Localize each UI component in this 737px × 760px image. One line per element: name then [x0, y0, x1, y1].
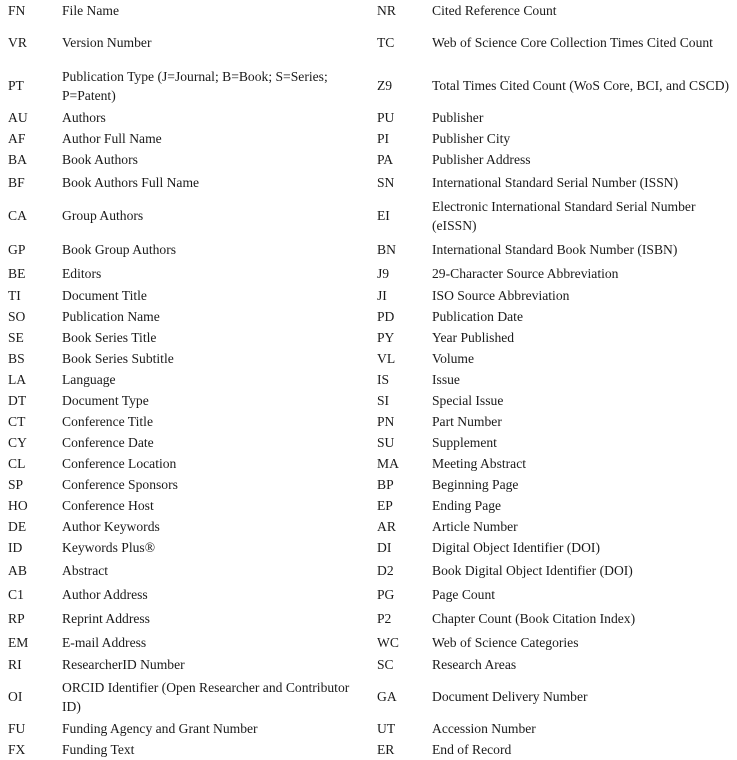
- field-tag-code: ER: [377, 742, 395, 757]
- field-tag-description: Document Delivery Number: [432, 689, 588, 704]
- table-row: [0, 675, 737, 718]
- field-tag-code: PA: [377, 152, 394, 167]
- field-tag-code: PN: [377, 414, 395, 429]
- field-tag-code: SC: [377, 657, 394, 672]
- field-tag-description: Digital Object Identifier (DOI): [432, 540, 600, 555]
- table-row: [0, 64, 737, 107]
- field-tag-code: AR: [377, 519, 396, 534]
- field-tag-description: ISO Source Abbreviation: [432, 288, 570, 303]
- field-tag-description: Web of Science Core Collection Times Cited Count: [432, 35, 713, 50]
- field-tag-code: CA: [8, 208, 27, 223]
- field-tag-description: Conference Sponsors: [62, 477, 178, 492]
- field-tag-code: BF: [8, 174, 25, 190]
- field-tag-description: Beginning Page: [432, 477, 519, 492]
- field-tag-code: RI: [8, 657, 22, 672]
- field-tag-description: Ending Page: [432, 498, 502, 513]
- field-tag-code: AF: [8, 131, 26, 146]
- field-tag-code: EM: [8, 634, 29, 650]
- field-tag-code: IS: [377, 372, 390, 387]
- field-tag-description: Publication Name: [62, 309, 160, 324]
- field-tag-code: C1: [8, 586, 24, 602]
- field-tag-description: Document Title: [62, 288, 147, 303]
- table-row: [0, 432, 737, 453]
- table-row: [0, 107, 737, 128]
- table-row: [0, 739, 737, 760]
- field-tag-code: P2: [377, 610, 392, 626]
- table-row: [0, 411, 737, 432]
- field-tag-description: Book Authors Full Name: [62, 174, 200, 190]
- field-tag-description: Document Type: [62, 393, 149, 408]
- field-tag-code: SN: [377, 174, 395, 190]
- field-tag-code: CT: [8, 414, 26, 429]
- field-tag-code: DT: [8, 393, 27, 408]
- field-tag-description: Funding Text: [62, 742, 135, 757]
- field-tag-description: Volume: [432, 351, 475, 366]
- field-tag-code: LA: [8, 372, 27, 387]
- field-tag-description: Version Number: [62, 35, 152, 50]
- table-row: [0, 149, 737, 170]
- field-tag-code: VR: [8, 35, 27, 50]
- field-tag-description: Publisher City: [432, 131, 511, 146]
- field-tag-code: TI: [8, 288, 21, 303]
- field-tag-code: AB: [8, 562, 27, 578]
- table-row: [0, 348, 737, 369]
- field-tag-description: Part Number: [432, 414, 502, 429]
- table-row: [0, 495, 737, 516]
- field-tag-description: Meeting Abstract: [432, 456, 527, 471]
- field-tag-code: WC: [377, 634, 399, 650]
- field-tag-description: Publication Type (J=Journal; B=Book; S=Series; P=Patent): [62, 68, 328, 103]
- field-tag-description: International Standard Serial Number (ISSN): [432, 174, 679, 190]
- table-row: [0, 516, 737, 537]
- field-tag-code: RP: [8, 610, 25, 626]
- field-tag-description: Total Times Cited Count (WoS Core, BCI, and CSCD): [432, 78, 730, 93]
- field-tag-description: Author Address: [62, 586, 148, 602]
- field-tag-description: Issue: [432, 372, 460, 387]
- field-tag-code: SO: [8, 309, 26, 324]
- field-tag-code: D2: [377, 562, 394, 578]
- field-tag-code: Z9: [377, 78, 393, 93]
- table-row: [0, 0, 737, 21]
- field-tag-code: BE: [8, 265, 26, 281]
- field-tag-code: CL: [8, 456, 26, 471]
- field-tag-code: UT: [377, 721, 396, 736]
- field-tag-code: PD: [377, 309, 395, 324]
- table-row: [0, 718, 737, 739]
- table-row: [0, 582, 737, 606]
- field-tag-code: AU: [8, 110, 28, 125]
- field-tag-code: GP: [8, 241, 26, 257]
- field-tag-description: Funding Agency and Grant Number: [62, 721, 258, 736]
- field-tag-code: SU: [377, 435, 395, 450]
- field-tag-description: Chapter Count (Book Citation Index): [432, 610, 636, 626]
- field-tag-code: VL: [377, 351, 396, 366]
- field-tag-code: BA: [8, 152, 27, 167]
- field-tag-description: Language: [62, 372, 116, 387]
- field-tag-code: FN: [8, 3, 26, 18]
- field-tag-description: Author Keywords: [62, 519, 160, 534]
- field-tag-description: Year Published: [432, 330, 515, 345]
- table-row: [0, 369, 737, 390]
- field-tag-description: Book Authors: [62, 152, 138, 167]
- field-tag-description: Authors: [62, 110, 106, 125]
- field-tag-description: Special Issue: [432, 393, 504, 408]
- table-row: [0, 537, 737, 558]
- field-tag-description: Cited Reference Count: [432, 3, 557, 18]
- field-tag-code: PY: [377, 330, 395, 345]
- table-row: [0, 474, 737, 495]
- table-row: [0, 606, 737, 630]
- field-tag-code: SI: [377, 393, 390, 408]
- field-tag-description: Abstract: [62, 562, 109, 578]
- field-tag-code: J9: [377, 265, 390, 281]
- field-tag-description: File Name: [62, 3, 120, 18]
- field-tag-code: JI: [377, 288, 387, 303]
- field-tag-description: Electronic International Standard Serial Number (eISSN): [432, 198, 696, 233]
- field-tag-code: EI: [377, 208, 390, 223]
- field-tag-code: MA: [377, 456, 399, 471]
- field-tag-code: FX: [8, 742, 26, 757]
- table-row: [0, 170, 737, 194]
- field-tag-description: Reprint Address: [62, 610, 150, 626]
- field-tag-code: DE: [8, 519, 27, 534]
- field-tag-code: PU: [377, 110, 395, 125]
- field-tag-description: Conference Title: [62, 414, 153, 429]
- field-tag-description: Editors: [62, 265, 102, 281]
- field-tag-description: ORCID Identifier (Open Researcher and Contributor ID): [62, 679, 350, 714]
- table-row: [0, 654, 737, 675]
- field-tag-description: Publisher: [432, 110, 484, 125]
- field-tag-description: Page Count: [432, 586, 496, 602]
- field-tag-code: PI: [377, 131, 390, 146]
- table-row: [0, 237, 737, 261]
- table-row: [0, 630, 737, 654]
- field-tag-code: NR: [377, 3, 396, 18]
- field-tag-description: ResearcherID Number: [62, 657, 185, 672]
- field-tag-description: Web of Science Categories: [432, 634, 579, 650]
- field-tag-description: Book Group Authors: [62, 241, 177, 257]
- field-tag-code: BS: [8, 351, 25, 366]
- table-row: [0, 21, 737, 64]
- table-row: [0, 390, 737, 411]
- field-tag-description: Accession Number: [432, 721, 536, 736]
- field-tag-code: PT: [8, 78, 24, 93]
- field-tag-description: Publication Date: [432, 309, 523, 324]
- field-tag-description: Conference Date: [62, 435, 154, 450]
- field-tag-description: Group Authors: [62, 208, 144, 223]
- field-tag-description: Conference Location: [62, 456, 177, 471]
- field-tag-description: Book Digital Object Identifier (DOI): [432, 562, 633, 578]
- table-row: [0, 453, 737, 474]
- table-row: [0, 194, 737, 237]
- table-row: [0, 558, 737, 582]
- field-tag-description: E-mail Address: [62, 634, 147, 650]
- field-tag-code: SE: [8, 330, 24, 345]
- field-tag-description: Research Areas: [432, 657, 517, 672]
- field-tag-code: DI: [377, 540, 392, 555]
- table-row: [0, 261, 737, 285]
- field-tag-code: SP: [8, 477, 24, 492]
- field-tag-description: Author Full Name: [62, 131, 162, 146]
- field-tag-description: Article Number: [432, 519, 518, 534]
- field-tag-code: CY: [8, 435, 27, 450]
- field-tag-code: EP: [377, 498, 393, 513]
- table-row: [0, 327, 737, 348]
- field-tag-description: Publisher Address: [432, 152, 531, 167]
- field-tag-code: FU: [8, 721, 26, 736]
- field-tag-description: Supplement: [432, 435, 497, 450]
- field-tag-description: Book Series Title: [62, 330, 157, 345]
- field-tag-description: Keywords Plus®: [62, 540, 156, 555]
- table-row: [0, 285, 737, 306]
- field-tag-code: HO: [8, 498, 28, 513]
- field-tag-description: 29-Character Source Abbreviation: [432, 265, 619, 281]
- table-row: [0, 306, 737, 327]
- table-row: [0, 128, 737, 149]
- field-tag-description: Conference Host: [62, 498, 154, 513]
- field-tag-code: PG: [377, 586, 395, 602]
- field-tag-description: End of Record: [432, 742, 512, 757]
- field-tag-code: BP: [377, 477, 394, 492]
- field-tag-code: ID: [8, 540, 23, 555]
- field-tag-code: TC: [377, 35, 395, 50]
- field-tag-code: GA: [377, 689, 397, 704]
- field-tag-code: OI: [8, 689, 23, 704]
- field-tag-description: Book Series Subtitle: [62, 351, 174, 366]
- field-tag-code: BN: [377, 241, 396, 257]
- field-tag-description: International Standard Book Number (ISBN): [432, 241, 678, 257]
